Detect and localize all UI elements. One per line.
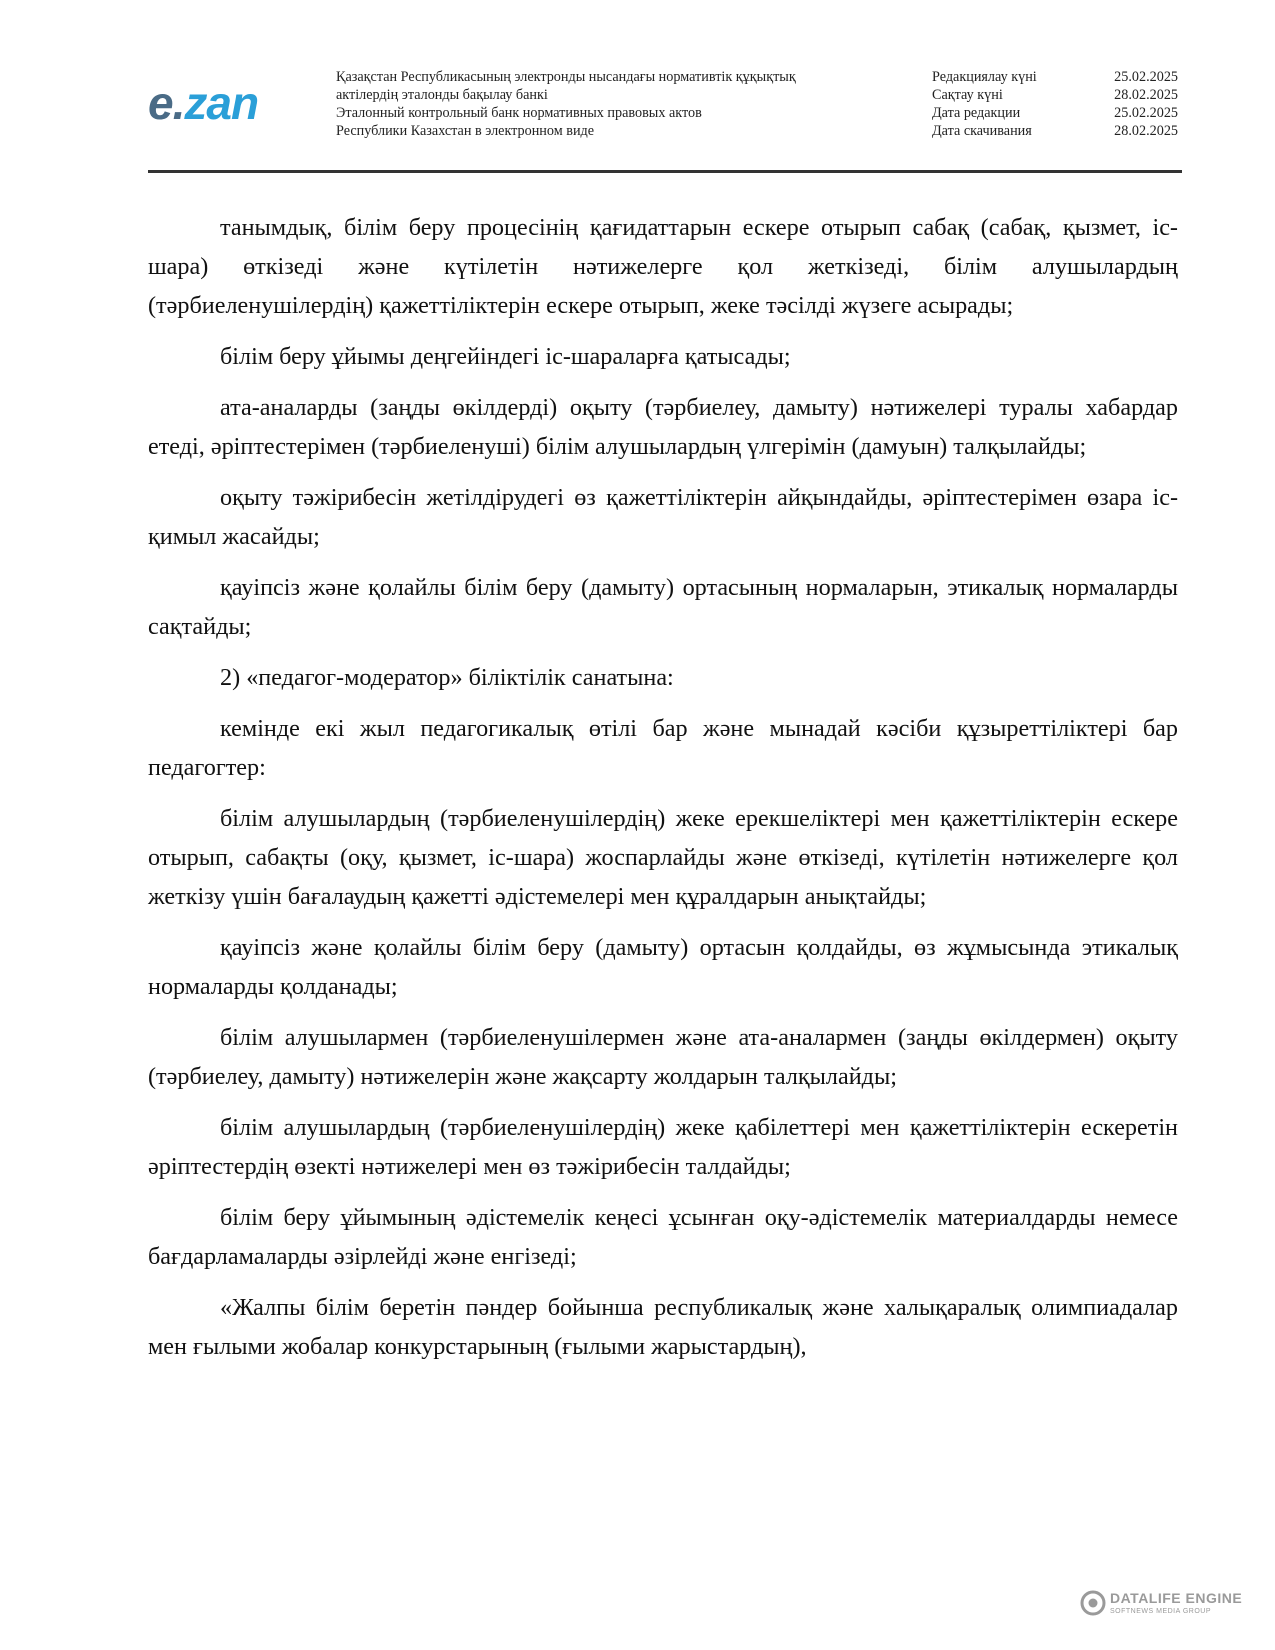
meta-value: 28.02.2025 (1114, 87, 1178, 103)
logo-prefix: e (148, 77, 173, 129)
logo-dot: . (172, 77, 185, 129)
watermark (1080, 1588, 1255, 1624)
meta-row-edit-date-ru (932, 104, 1178, 122)
datalife-engine-icon (1080, 1590, 1106, 1616)
header-meta (932, 68, 1178, 140)
document-body (148, 208, 1178, 1378)
meta-label: Дата редакции (932, 105, 1021, 121)
header-divider (148, 170, 1182, 173)
meta-label: Редакциялау күні (932, 69, 1037, 85)
paragraph: қауіпсіз және қолайлы білім беру (дамыту) ортасын қолдайды, өз жұмысында этикалық нормаларды қолданады; (148, 934, 1178, 1000)
meta-row-edit-date-kz (932, 68, 1178, 86)
paragraph: танымдық, білім беру процесінің қағидаттарын ескере отырып сабақ (сабақ, қызмет, іс-шара) өткізеді және күтілетін нәтижелерге қол жеткізеді, білім алушылардың (тәрбиеленушілердің) қажеттіліктерін ескере отырып, жеке тәсілді жүзеге асырады; (148, 214, 1178, 319)
paragraph: білім беру ұйымының әдістемелік кеңесі ұсынған оқу-әдістемелік материалдарды немесе бағдарламаларды әзірлейді және енгізеді; (148, 1204, 1178, 1270)
logo-name: zan (184, 77, 259, 129)
meta-value: 25.02.2025 (1114, 105, 1178, 121)
paragraph: қауіпсіз және қолайлы білім беру (дамыту) ортасының нормаларын, этикалық нормаларды сақтайды; (148, 574, 1178, 640)
header-description (336, 68, 896, 140)
ezan-logo[interactable] (148, 77, 259, 129)
meta-value: 28.02.2025 (1114, 123, 1178, 139)
meta-value: 25.02.2025 (1114, 69, 1178, 85)
paragraph: кемінде екі жыл педагогикалық өтілі бар және мынадай кәсіби құзыреттіліктері бар педагогтер: (148, 715, 1178, 781)
paragraph: білім алушылардың (тәрбиеленушілердің) жеке ерекшеліктері мен қажеттіліктерін ескере отырып, сабақты (оқу, қызмет, іс-шара) жоспарлайды және өткізеді, күтілетін нәтижелерге қол жеткізу үшін бағалаудың қажетті әдістемелері мен құралдарын анықтайды; (148, 805, 1178, 910)
paragraph: білім алушылардың (тәрбиеленушілердің) жеке қабілеттері мен қажеттіліктерін ескеретін әріптестердің өзекті нәтижелері мен өз тәжірибесін талдайды; (148, 1114, 1178, 1180)
paragraph: ата-аналарды (заңды өкілдерді) оқыту (тәрбиелеу, дамыту) нәтижелері туралы хабардар етеді, әріптестерімен (тәрбиеленуші) білім алушылардың үлгерімін (дамуын) талқылайды; (148, 394, 1178, 460)
meta-label: Сақтау күні (932, 87, 1003, 103)
meta-row-download-date-ru (932, 122, 1178, 140)
paragraph: білім беру ұйымы деңгейіндегі іс-шараларға қатысады; (220, 343, 791, 370)
paragraph: 2) «педагог-модератор» біліктілік санатына: (220, 664, 674, 691)
description-line: Қазақстан Республикасының электронды нысандағы нормативтік құқықтық (336, 69, 796, 85)
document-header (148, 60, 1180, 168)
description-line: Эталонный контрольный банк нормативных правовых актов (336, 105, 702, 121)
meta-label: Дата скачивания (932, 123, 1032, 139)
watermark-subtitle: SOFTNEWS MEDIA GROUP (1110, 1608, 1212, 1615)
watermark-title: DATALIFE ENGINE (1110, 1590, 1243, 1606)
paragraph: білім алушылармен (тәрбиеленушілермен және ата-аналармен (заңды өкілдермен) оқыту (тәрбиелеу, дамыту) нәтижелерін және жақсарту жолдарын талқылайды; (148, 1024, 1178, 1090)
paragraph: оқыту тәжірибесін жетілдірудегі өз қажеттіліктерін айқындайды, әріптестерімен өзара іс-қимыл жасайды; (148, 484, 1178, 550)
paragraph: «Жалпы білім беретін пәндер бойынша республикалық және халықаралық олимпиадалар мен ғылыми жобалар конкурстарының (ғылыми жарыстардың), (148, 1294, 1178, 1360)
meta-row-save-date-kz (932, 86, 1178, 104)
description-line: актілердің эталонды бақылау банкі (336, 87, 548, 103)
description-line: Республики Казахстан в электронном виде (336, 123, 595, 139)
